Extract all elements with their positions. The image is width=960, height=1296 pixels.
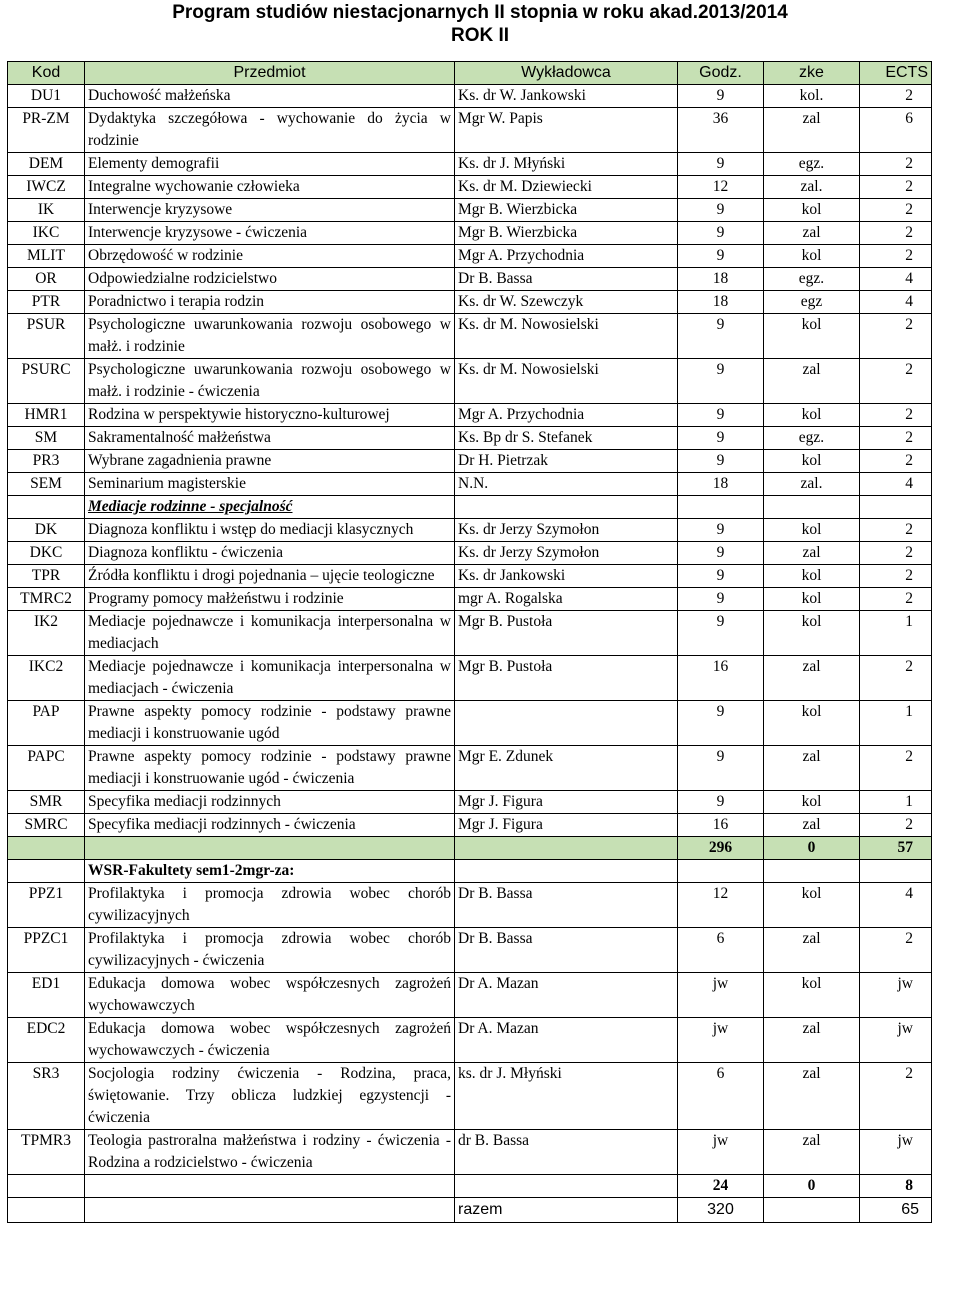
blank-cell [764, 496, 860, 519]
total-zke: 0 [764, 1175, 860, 1198]
table-row [8, 473, 932, 496]
section-mediacje-label: Mediacje rodzinne - specjalność [88, 498, 293, 515]
blank-cell [455, 496, 678, 519]
course-code: IWCZ [8, 176, 85, 199]
course-name: Diagnoza konfliktu - ćwiczenia [85, 542, 455, 565]
course-name: Socjologia rodziny ćwiczenia - Rodzina, praca, świętowanie. Trzy oblicza ludzkiej egzystencji - ćwiczenia [85, 1063, 455, 1130]
col-header-godz: Godz. [678, 62, 764, 85]
hours: 9 [678, 565, 764, 588]
blank-cell [455, 1175, 678, 1198]
blank-cell [678, 496, 764, 519]
section-mediacje-row [8, 496, 932, 519]
page-title: Program studiów niestacjonarnych II stopnia w roku akad.2013/2014 [172, 2, 788, 23]
hours: 9 [678, 199, 764, 222]
hours: 9 [678, 588, 764, 611]
table-row [8, 359, 932, 404]
blank-cell [85, 837, 455, 860]
hours: 9 [678, 314, 764, 359]
course-code: SR3 [8, 1063, 85, 1130]
hours: 6 [678, 928, 764, 973]
hours: 6 [678, 1063, 764, 1130]
lecturer: Ks. dr M. Nowosielski [455, 314, 678, 359]
course-name: Teologia pastroralna małżeństwa i rodziny - ćwiczenia - Rodzina a rodzicielstwo - ćwiczenia [85, 1130, 455, 1175]
table-row [8, 291, 932, 314]
ects: 1 [860, 791, 932, 814]
hours: 18 [678, 473, 764, 496]
lecturer: Ks. dr Jerzy Szymołon [455, 519, 678, 542]
hours: 9 [678, 222, 764, 245]
hours: 12 [678, 176, 764, 199]
course-name: Źródła konfliktu i drogi pojednania – ujęcie teologiczne [85, 565, 455, 588]
credit-type: kol [764, 314, 860, 359]
course-code: PPZ1 [8, 883, 85, 928]
lecturer: Mgr J. Figura [455, 791, 678, 814]
lecturer: Mgr B. Wierzbicka [455, 199, 678, 222]
table-row [8, 656, 932, 701]
hours: jw [678, 1130, 764, 1175]
course-name: Profilaktyka i promocja zdrowia wobec chorób cywilizacyjnych [85, 883, 455, 928]
course-code: PSURC [8, 359, 85, 404]
course-code: DEM [8, 153, 85, 176]
credit-type: zal [764, 359, 860, 404]
hours: 16 [678, 656, 764, 701]
course-name: Mediacje pojednawcze i komunikacja interpersonalna w mediacjach [85, 611, 455, 656]
table-row [8, 450, 932, 473]
blank-cell [8, 837, 85, 860]
table-row [8, 928, 932, 973]
lecturer: Mgr J. Figura [455, 814, 678, 837]
hours: 9 [678, 611, 764, 656]
program-table [7, 61, 932, 1223]
lecturer: Mgr B. Pustoła [455, 611, 678, 656]
lecturer: N.N. [455, 473, 678, 496]
table-row [8, 245, 932, 268]
hours: 9 [678, 701, 764, 746]
lecturer: mgr A. Rogalska [455, 588, 678, 611]
hours: 9 [678, 542, 764, 565]
course-name: Prawne aspekty pomocy rodzinie - podstawy prawne mediacji i konstruowanie ugód [85, 701, 455, 746]
ects: 1 [860, 701, 932, 746]
course-code: PPZC1 [8, 928, 85, 973]
course-name: Interwencje kryzysowe [85, 199, 455, 222]
ects: 2 [860, 404, 932, 427]
credit-type: zal [764, 656, 860, 701]
ects: 2 [860, 85, 932, 108]
lecturer: Ks. dr Jerzy Szymołon [455, 542, 678, 565]
course-code: PR3 [8, 450, 85, 473]
course-name: Obrzędowość w rodzinie [85, 245, 455, 268]
ects: 4 [860, 473, 932, 496]
hours: 12 [678, 883, 764, 928]
lecturer: Dr B. Bassa [455, 268, 678, 291]
blank-cell [85, 1175, 455, 1198]
credit-type: zal. [764, 473, 860, 496]
course-code: OR [8, 268, 85, 291]
credit-type: zal [764, 1130, 860, 1175]
credit-type: zal [764, 928, 860, 973]
ects: 2 [860, 153, 932, 176]
blank-cell [455, 860, 678, 883]
hours: jw [678, 973, 764, 1018]
hours: 18 [678, 291, 764, 314]
hours: 9 [678, 450, 764, 473]
credit-type: zal [764, 222, 860, 245]
course-code: PR-ZM [8, 108, 85, 153]
ects: 2 [860, 314, 932, 359]
ects: 2 [860, 519, 932, 542]
table-row [8, 565, 932, 588]
col-header-kod: Kod [8, 62, 85, 85]
course-name: Odpowiedzialne rodzicielstwo [85, 268, 455, 291]
table-row [8, 746, 932, 791]
course-code: SMR [8, 791, 85, 814]
credit-type: zal [764, 542, 860, 565]
lecturer: Dr H. Pietrzak [455, 450, 678, 473]
razem-hours: 320 [678, 1198, 764, 1223]
credit-type: egz [764, 291, 860, 314]
course-code: PSUR [8, 314, 85, 359]
table-row [8, 542, 932, 565]
section-fakultety-row [8, 860, 932, 883]
credit-type: egz. [764, 427, 860, 450]
total-row [8, 837, 932, 860]
table-row [8, 1018, 932, 1063]
course-code: EDC2 [8, 1018, 85, 1063]
lecturer: Ks. dr Jankowski [455, 565, 678, 588]
ects: 2 [860, 542, 932, 565]
col-header-przedmiot: Przedmiot [85, 62, 455, 85]
credit-type: kol [764, 791, 860, 814]
course-name: Profilaktyka i promocja zdrowia wobec chorób cywilizacyjnych - ćwiczenia [85, 928, 455, 973]
lecturer: Ks. dr M. Dziewiecki [455, 176, 678, 199]
table-row [8, 611, 932, 656]
credit-type: kol [764, 199, 860, 222]
ects: jw [860, 1018, 932, 1063]
ects: 4 [860, 291, 932, 314]
course-name: Rodzina w perspektywie historyczno-kulturowej [85, 404, 455, 427]
table-row [8, 1130, 932, 1175]
lecturer [455, 701, 678, 746]
lecturer: Ks. dr M. Nowosielski [455, 359, 678, 404]
ects: 2 [860, 814, 932, 837]
table-row [8, 268, 932, 291]
hours: 9 [678, 427, 764, 450]
ects: 2 [860, 656, 932, 701]
course-code: SM [8, 427, 85, 450]
table-header-row [8, 62, 932, 85]
course-code: IKC [8, 222, 85, 245]
course-code: SEM [8, 473, 85, 496]
ects: 2 [860, 928, 932, 973]
blank-cell [8, 496, 85, 519]
col-header-wykladowca: Wykładowca [455, 62, 678, 85]
total-ects: 8 [860, 1175, 932, 1198]
course-name: Edukacja domowa wobec współczesnych zagrożeń wychowawczych - ćwiczenia [85, 1018, 455, 1063]
hours: 9 [678, 404, 764, 427]
razem-ects: 65 [860, 1198, 932, 1223]
razem-label: razem [455, 1198, 678, 1223]
lecturer: Mgr A. Przychodnia [455, 245, 678, 268]
ects: 2 [860, 245, 932, 268]
credit-type: kol [764, 565, 860, 588]
lecturer: Ks. dr J. Młyński [455, 153, 678, 176]
total-ects: 57 [860, 837, 932, 860]
lecturer: Dr A. Mazan [455, 1018, 678, 1063]
hours: 9 [678, 245, 764, 268]
lecturer: ks. dr J. Młyński [455, 1063, 678, 1130]
course-name: Seminarium magisterskie [85, 473, 455, 496]
course-name: Interwencje kryzysowe - ćwiczenia [85, 222, 455, 245]
page-subtitle: ROK II [450, 25, 510, 46]
course-code: PAP [8, 701, 85, 746]
course-name: Mediacje pojednawcze i komunikacja interpersonalna w mediacjach - ćwiczenia [85, 656, 455, 701]
blank-cell [8, 1175, 85, 1198]
course-code: DKC [8, 542, 85, 565]
table-row [8, 314, 932, 359]
course-name: Edukacja domowa wobec współczesnych zagrożeń wychowawczych [85, 973, 455, 1018]
lecturer: Mgr B. Pustoła [455, 656, 678, 701]
course-code: TMRC2 [8, 588, 85, 611]
ects: 2 [860, 427, 932, 450]
hours: 36 [678, 108, 764, 153]
course-name: Programy pomocy małżeństwu i rodzinie [85, 588, 455, 611]
credit-type: kol [764, 450, 860, 473]
ects: 2 [860, 1063, 932, 1130]
blank-cell [764, 1198, 860, 1223]
hours: 9 [678, 791, 764, 814]
ects: 4 [860, 883, 932, 928]
hours: 9 [678, 746, 764, 791]
blank-cell [8, 1198, 85, 1223]
course-code: SMRC [8, 814, 85, 837]
ects: 1 [860, 611, 932, 656]
course-name: Psychologiczne uwarunkowania rozwoju osobowego w małż. i rodzinie - ćwiczenia [85, 359, 455, 404]
credit-type: kol [764, 611, 860, 656]
total-hours: 296 [678, 837, 764, 860]
credit-type: kol [764, 883, 860, 928]
course-name: Wybrane zagadnienia prawne [85, 450, 455, 473]
ects: 2 [860, 565, 932, 588]
table-row [8, 814, 932, 837]
blank-cell [85, 1198, 455, 1223]
course-name: Dydaktyka szczegółowa - wychowanie do życia w rodzinie [85, 108, 455, 153]
table-row [8, 404, 932, 427]
blank-cell [8, 860, 85, 883]
table-row [8, 701, 932, 746]
table-row [8, 588, 932, 611]
course-name: Integralne wychowanie człowieka [85, 176, 455, 199]
course-code: MLIT [8, 245, 85, 268]
lecturer: Mgr B. Wierzbicka [455, 222, 678, 245]
ects: 4 [860, 268, 932, 291]
lecturer: Mgr A. Przychodnia [455, 404, 678, 427]
credit-type: kol [764, 245, 860, 268]
course-name: Sakramentalność małżeństwa [85, 427, 455, 450]
col-header-ects: ECTS [860, 62, 932, 85]
lecturer: Dr B. Bassa [455, 883, 678, 928]
blank-cell [860, 496, 932, 519]
hours: 9 [678, 519, 764, 542]
credit-type: zal [764, 746, 860, 791]
course-name: Duchowość małżeńska [85, 85, 455, 108]
lecturer: Ks. dr W. Szewczyk [455, 291, 678, 314]
table-row [8, 1063, 932, 1130]
table-row [8, 519, 932, 542]
table-row [8, 427, 932, 450]
lecturer: Mgr E. Zdunek [455, 746, 678, 791]
credit-type: zal [764, 814, 860, 837]
course-code: TPR [8, 565, 85, 588]
total-zke: 0 [764, 837, 860, 860]
credit-type: zal [764, 108, 860, 153]
course-code: IKC2 [8, 656, 85, 701]
hours: jw [678, 1018, 764, 1063]
lecturer: Mgr W. Papis [455, 108, 678, 153]
ects: jw [860, 1130, 932, 1175]
credit-type: zal [764, 1018, 860, 1063]
table-row [8, 791, 932, 814]
lecturer: Ks. Bp dr S. Stefanek [455, 427, 678, 450]
hours: 9 [678, 153, 764, 176]
hours: 16 [678, 814, 764, 837]
credit-type: kol [764, 404, 860, 427]
total-row [8, 1175, 932, 1198]
table-row [8, 199, 932, 222]
course-name: Diagnoza konfliktu i wstęp do mediacji klasycznych [85, 519, 455, 542]
blank-cell [678, 860, 764, 883]
credit-type: kol. [764, 85, 860, 108]
ects: 2 [860, 359, 932, 404]
section-fakultety-label: WSR-Fakultety sem1-2mgr-za: [88, 862, 295, 879]
grand-total-row [8, 1198, 932, 1223]
credit-type: kol [764, 973, 860, 1018]
ects: jw [860, 973, 932, 1018]
credit-type: kol [764, 519, 860, 542]
credit-type: kol [764, 701, 860, 746]
table-row [8, 85, 932, 108]
ects: 6 [860, 108, 932, 153]
blank-cell [455, 837, 678, 860]
blank-cell [764, 860, 860, 883]
course-code: PAPC [8, 746, 85, 791]
ects: 2 [860, 222, 932, 245]
section-mediacje [85, 496, 455, 519]
table-row [8, 222, 932, 245]
lecturer: Dr B. Bassa [455, 928, 678, 973]
course-code: HMR1 [8, 404, 85, 427]
course-code: DK [8, 519, 85, 542]
course-code: IK [8, 199, 85, 222]
table-row [8, 153, 932, 176]
course-name: Elementy demografii [85, 153, 455, 176]
course-name: Specyfika mediacji rodzinnych - ćwiczenia [85, 814, 455, 837]
course-code: ED1 [8, 973, 85, 1018]
course-code: DU1 [8, 85, 85, 108]
table-row [8, 883, 932, 928]
col-header-zke: zke [764, 62, 860, 85]
credit-type: egz. [764, 153, 860, 176]
ects: 2 [860, 450, 932, 473]
hours: 9 [678, 85, 764, 108]
ects: 2 [860, 176, 932, 199]
credit-type: egz. [764, 268, 860, 291]
table-row [8, 176, 932, 199]
course-code: PTR [8, 291, 85, 314]
lecturer: Dr A. Mazan [455, 973, 678, 1018]
course-name: Poradnictwo i terapia rodzin [85, 291, 455, 314]
course-name: Psychologiczne uwarunkowania rozwoju osobowego w małż. i rodzinie [85, 314, 455, 359]
course-name: Prawne aspekty pomocy rodzinie - podstawy prawne mediacji i konstruowanie ugód - ćwiczenia [85, 746, 455, 791]
lecturer: dr B. Bassa [455, 1130, 678, 1175]
ects: 2 [860, 746, 932, 791]
table-row [8, 108, 932, 153]
hours: 18 [678, 268, 764, 291]
blank-cell [860, 860, 932, 883]
credit-type: zal [764, 1063, 860, 1130]
section-fakultety [85, 860, 455, 883]
course-code: TPMR3 [8, 1130, 85, 1175]
ects: 2 [860, 199, 932, 222]
credit-type: kol [764, 588, 860, 611]
credit-type: zal. [764, 176, 860, 199]
hours: 9 [678, 359, 764, 404]
total-hours: 24 [678, 1175, 764, 1198]
course-name: Specyfika mediacji rodzinnych [85, 791, 455, 814]
table-row [8, 973, 932, 1018]
lecturer: Ks. dr W. Jankowski [455, 85, 678, 108]
course-code: IK2 [8, 611, 85, 656]
ects: 2 [860, 588, 932, 611]
